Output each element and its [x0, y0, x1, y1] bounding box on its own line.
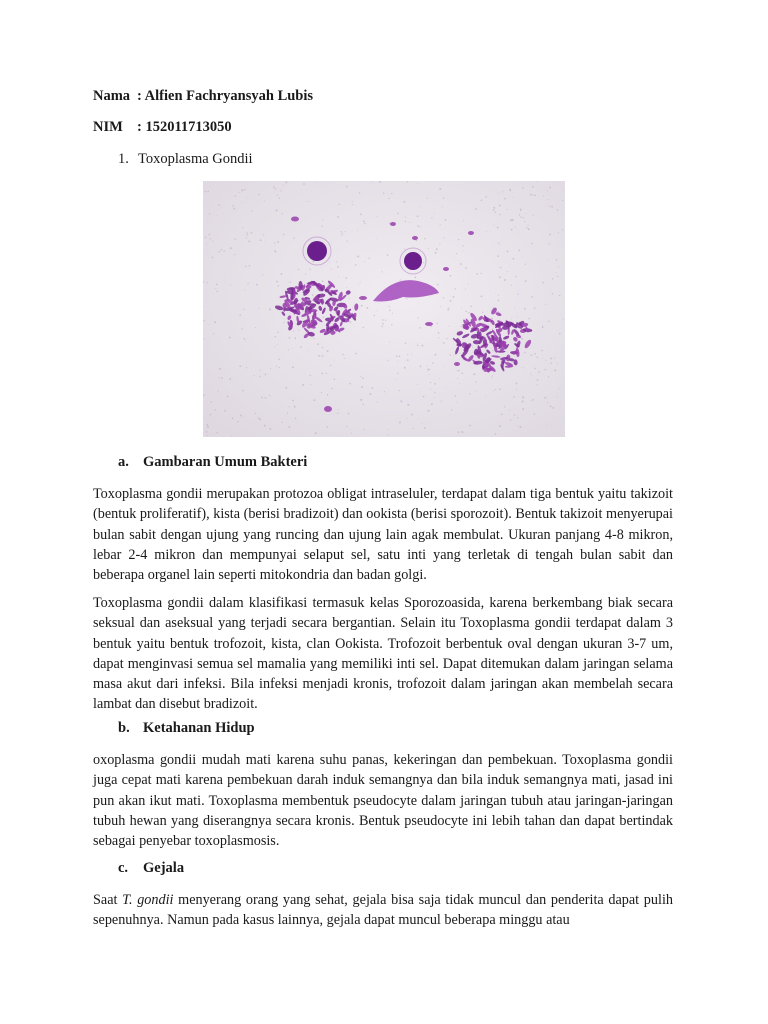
section-a-title: Gambaran Umum Bakteri [143, 454, 308, 470]
section-c-title: Gejala [143, 860, 185, 876]
nim-value: : 152011713050 [137, 119, 232, 135]
toxoplasma-micrograph-image [203, 181, 565, 437]
section-a-paragraph-1: Toxoplasma gondii merupakan protozoa obligat intraseluler, terdapat dalam tiga bentuk yaitu takizoit (bentuk proliferatif), kista (berisi bradizoit) dan ookista (berisi sporozoit). Bentuk takizoit menyerupai bulan sabit dengan ujung yang runcing dan ujung lain agak membulat. Ukuran panjang 4-8 mikron, lebar 2-4 mikron dan mempunyai selaput sel, satu inti yang terletak di tengah bulan sabit dan beberapa organel lain seperti mitokondria dan badan golgi. [93, 486, 673, 584]
section-c-paragraph [93, 890, 673, 931]
numbered-item-1 [118, 151, 253, 168]
section-b-title: Ketahanan Hidup [143, 720, 255, 736]
section-a-paragraph-2: Toxoplasma gondii dalam klasifikasi termasuk kelas Sporozoasida, karena berkembang biak secara seksual dan aseksual yang terjadi secara bergantian. Selain itu Toxoplasma gondii terdapat dalam 3 bentuk yaitu bentuk trofozoit, kista, clan Ookista. Trofozoit berbentuk oval dengan ukuran 3-7 um, dapat menginvasi semua sel mamalia yang memiliki inti sel. Dapat ditemukan dalam jaringan selama masa akut dari infeksi. Bila infeksi menjadi kronis, trofozoit dalam jaringan akan membelah secara lambat dan disebut bradizoit. [93, 595, 673, 713]
section-b-heading [118, 720, 255, 737]
item-number: 1. [118, 151, 129, 167]
section-c-letter: c. [118, 860, 129, 876]
section-c-italic-species: T. gondii [122, 892, 174, 908]
section-c-text-prefix: Saat [93, 892, 123, 908]
section-a-heading [118, 454, 307, 471]
section-c-heading [118, 860, 184, 877]
student-name-line [93, 88, 313, 105]
nim-label: NIM [93, 119, 123, 135]
name-label: Nama [93, 88, 131, 104]
section-a-letter: a. [118, 454, 129, 470]
item-title: Toxoplasma Gondii [138, 151, 253, 167]
name-value: : Alfien Fachryansyah Lubis [137, 88, 314, 104]
section-c-text-rest: menyerang orang yang sehat, gejala bisa saja tidak muncul dan penderita dapat pulih sepenuhnya. Namun pada kasus lainnya, gejala dapat muncul beberapa minggu atau [93, 892, 673, 929]
student-nim-line [93, 119, 232, 136]
section-b-letter: b. [118, 720, 130, 736]
section-b-paragraph: oxoplasma gondii mudah mati karena suhu panas, kekeringan dan pembekuan. Toxoplasma gondii juga cepat mati karena pembekuan darah induk semangnya dan bila induk semangnya mati, jasad ini pun akan ikut mati. Toxoplasma membentuk pseudocyte dalam jaringan tubuh atau jaringan-jaringan tubuh hewan yang diserangnya secara kronis. Bentuk pseudocyte ini lebih tahan dan dapat bertindak sebagai penyebar toxoplasmosis. [93, 752, 673, 850]
